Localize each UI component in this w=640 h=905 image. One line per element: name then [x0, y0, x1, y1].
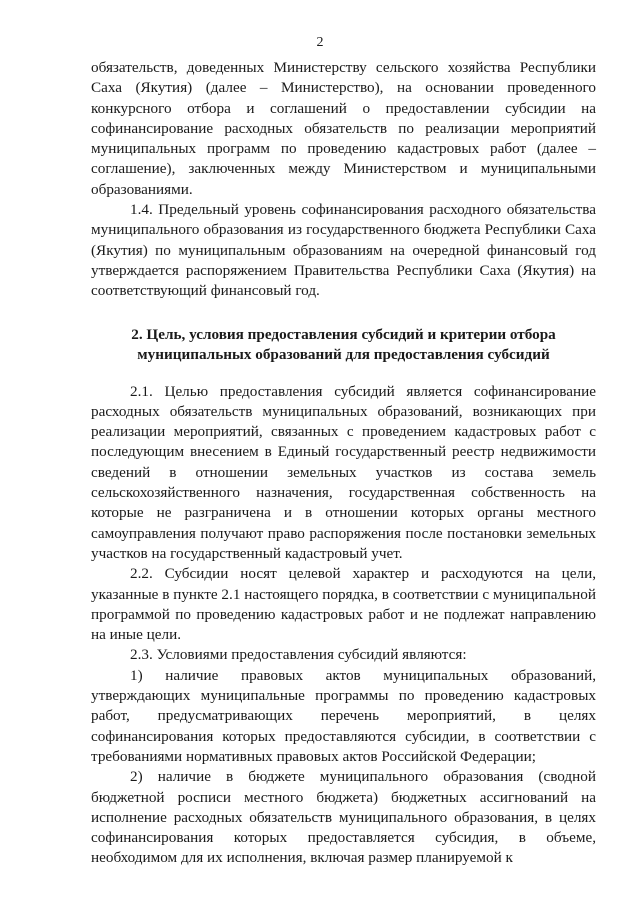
paragraph-continuation: обязательств, доведенных Министерству сельского хозяйства Республики Саха (Якутия) (далее – Министерство), на основании проведенного конкурсного отбора и соглашений о предоставлении субсидии на софинансирование расходных обязательств по реализации мероприятий муниципальных программ по проведению кадастровых работ (далее – соглашение), заключенных между Министерством и муниципальными образованиями.	[91, 59, 596, 198]
list-item-1: 1) наличие правовых актов муниципальных образований, утверждающих муниципальные программы по проведению кадастровых работ, предусматривающих перечень мероприятий, в целях софинансирования которых предоставляются субсидии, в соответствии с требованиями нормативных правовых актов Российской Федерации;	[91, 666, 596, 765]
paragraph-2-2: 2.2. Субсидии носят целевой характер и расходуются на цели, указанные в пункте 2.1 настоящего порядка, в соответствии с муниципальной программой по проведению кадастровых работ и не подлежат направлению на иные цели.	[91, 565, 596, 644]
paragraph-2-1: 2.1. Целью предоставления субсидий является софинансирование расходных обязательств муниципальных образований, возникающих при реализации мероприятий, связанных с проведением кадастровых работ с последующим внесением в Единый государственный реестр недвижимости сведений в отношении земельных участков из состава земель сельскохозяйственного назначения, государственная собственность на которые не разграничена и в отношении которых органы местного самоуправления получают право распоряжения после постановки земельных участков на государственный кадастровый учет.	[91, 382, 596, 562]
page-number: 2	[316, 35, 324, 50]
paragraph-1-4: 1.4. Предельный уровень софинансирования расходного обязательства муниципального образования из государственного бюджета Республики Саха (Якутия) по муниципальным образованиям на очередной финансовый год утверждается распоряжением Правительства Республики Саха (Якутия) на соответствующий финансовый год.	[91, 201, 596, 300]
document-body	[91, 58, 596, 869]
section-heading-2: 2. Цель, условия предоставления субсидий и критерии отбора муниципальных образований для предоставления субсидий	[131, 325, 556, 364]
paragraph-2-3: 2.3. Условиями предоставления субсидий являются:	[130, 646, 467, 664]
list-item-2: 2) наличие в бюджете муниципального образования (сводной бюджетной росписи местного бюджета) бюджетных ассигнований на исполнение расходных обязательств муниципального образования, в целях софинансирования которых предоставляется субсидия, в объеме, необходимом для их исполнения, включая размер планируемой к	[91, 768, 596, 867]
